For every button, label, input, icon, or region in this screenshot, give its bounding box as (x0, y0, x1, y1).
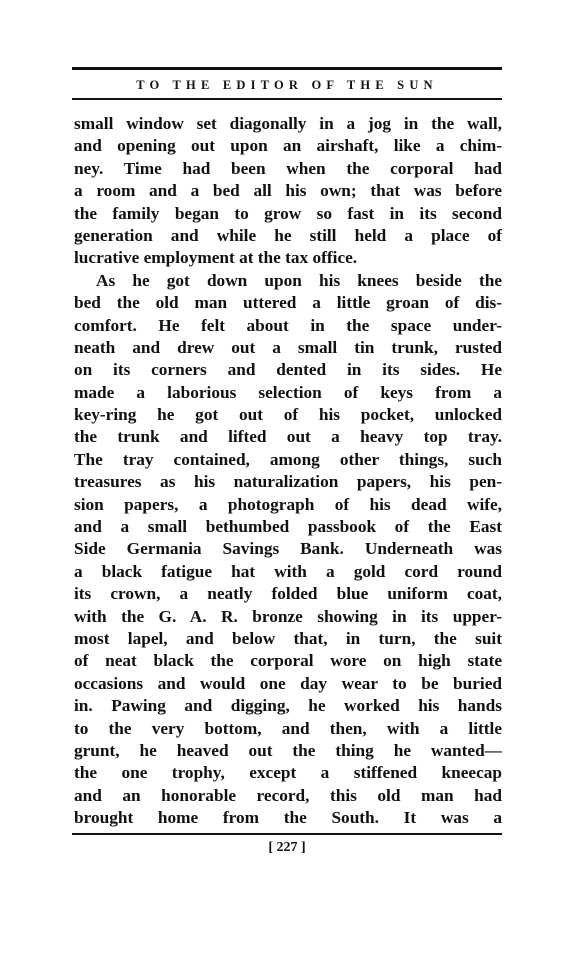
text-line: and a small bethumbed passbook of the East (74, 517, 502, 537)
text-line: neath and drew out a small tin trunk, rusted (74, 337, 502, 357)
text-line: small window set diagonally in a jog in the wall, (74, 114, 502, 133)
text-line: key-ring he got out of his pocket, unlocked (74, 405, 502, 425)
text-line: the family began to grow so fast in its second (74, 203, 502, 223)
text-line: in. Pawing and digging, he worked his hands (74, 696, 502, 716)
running-head: TO THE EDITOR OF THE SUN (136, 78, 438, 92)
footer-rule (72, 833, 502, 835)
text-line: its crown, a neatly folded blue uniform coat, (74, 584, 502, 604)
text-line: made a laborious selection of keys from a (74, 382, 502, 402)
header-top-rule (72, 67, 502, 70)
text-line: As he got down upon his knees beside the (96, 270, 502, 290)
text-line: treasures as his naturalization papers, his pen- (74, 472, 502, 492)
text-line: sion papers, a photograph of his dead wife, (74, 494, 502, 514)
text-line: Side Germania Savings Bank. Underneath was (74, 539, 502, 559)
text-line: and opening out upon an airshaft, like a chim- (74, 136, 502, 156)
text-line: the one trophy, except a stiffened kneecap (74, 763, 502, 783)
text-line: and an honorable record, this old man had (74, 785, 502, 805)
paragraph-1 (74, 113, 502, 270)
text-line: the trunk and lifted out a heavy top tray. (74, 427, 502, 447)
text-line: a room and a bed all his own; that was before (74, 181, 502, 201)
page-number: [ 227 ] (268, 840, 306, 855)
text-line: a black fatigue hat with a gold cord round (74, 561, 502, 581)
text-line: grunt, he heaved out the thing he wanted— (74, 740, 502, 760)
text-line: of neat black the corporal wore on high state (74, 651, 502, 671)
text-line: most lapel, and below that, in turn, the suit (74, 628, 502, 648)
text-line: comfort. He felt about in the space under- (74, 315, 502, 335)
text-line: to the very bottom, and then, with a little (74, 718, 502, 738)
text-line: with the G. A. R. bronze showing in its upper- (74, 606, 502, 626)
text-line: bed the old man uttered a little groan of dis- (74, 293, 502, 313)
text-line: on its corners and dented in its sides. He (74, 360, 502, 380)
header-bottom-rule (72, 98, 502, 100)
body-text (74, 113, 502, 830)
text-line: generation and while he still held a place of (74, 225, 502, 245)
text-line: lucrative employment at the tax office. (74, 248, 358, 268)
text-line: ney. Time had been when the corporal had (74, 158, 502, 178)
text-line: occasions and would one day wear to be buried (74, 673, 502, 693)
text-line: The tray contained, among other things, such (74, 449, 502, 469)
paragraph-2 (74, 270, 502, 830)
text-line: brought home from the South. It was a (74, 808, 502, 828)
